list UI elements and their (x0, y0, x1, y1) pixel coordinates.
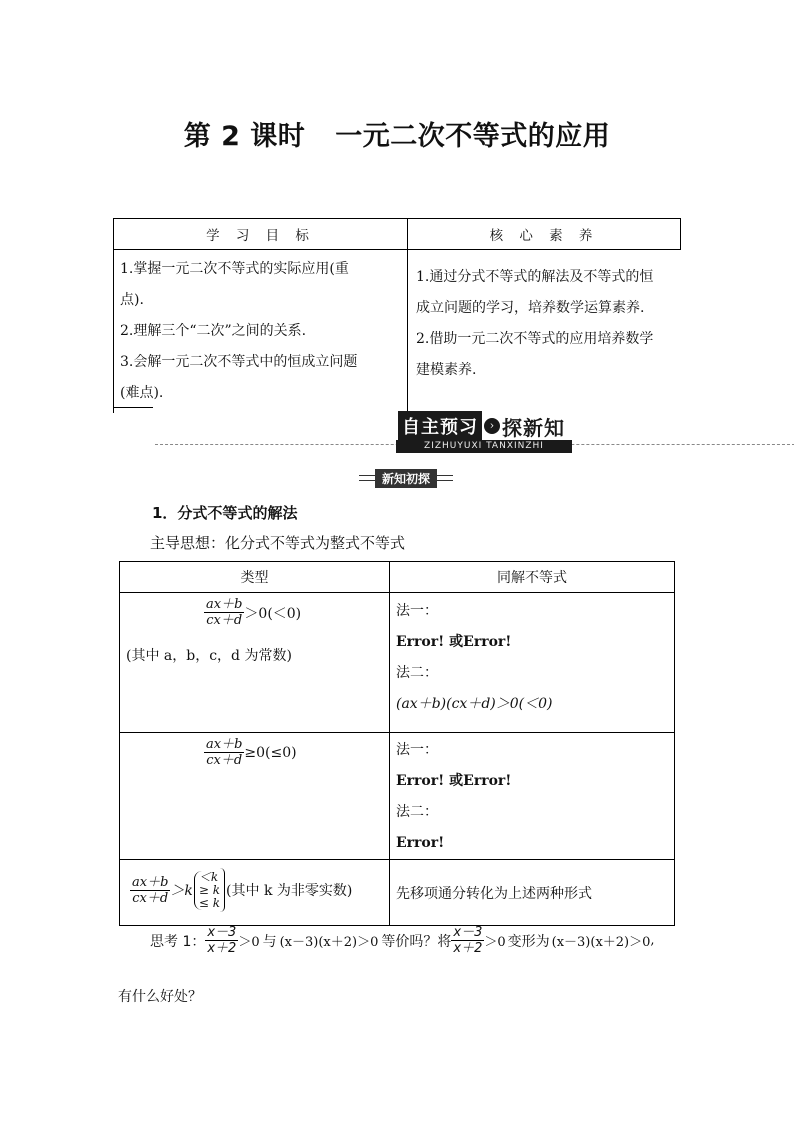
fraction-denominator: x＋2 (453, 941, 483, 956)
row3-type (120, 860, 390, 926)
title-topic: 一元二次不等式的应用 (335, 121, 611, 152)
table-bottom-stub (113, 407, 153, 408)
goal-line: (难点). (120, 385, 164, 401)
think-label: 思考 1： (150, 933, 206, 950)
row2-solution (390, 733, 675, 860)
row1-formula (204, 597, 301, 628)
fraction-denominator: cx＋d (132, 890, 169, 906)
row3-text: 先移项通分转化为上述两种形式 (396, 885, 592, 902)
goal-line: 1.掌握一元二次不等式的实际应用(重 (120, 261, 349, 277)
literacy-line: 成立问题的学习，培养数学运算素养. (416, 300, 645, 316)
connector-text: 变形为 (507, 933, 550, 950)
new-knowledge-tag (359, 469, 453, 487)
row3-note: (其中 k 为非零实数) (226, 883, 353, 899)
row3-formula (130, 868, 352, 912)
fraction (451, 925, 484, 956)
method-result: Error! 或Error! (396, 634, 512, 650)
fraction-numerator: x－3 (207, 925, 237, 940)
row3-relation: ＞k (170, 883, 193, 899)
fraction (204, 737, 244, 768)
goal-line: 3.会解一元二次不等式中的恒成立问题 (120, 354, 358, 370)
row3-solution (390, 860, 675, 926)
row2-type (120, 733, 390, 860)
method-label: 法二： (396, 804, 438, 820)
method-result: (ax＋b)(cx＋d)＞0(＜0) (396, 696, 553, 712)
page-title (0, 114, 794, 153)
method-label: 法一： (396, 603, 438, 619)
row1-relation: ＞0(＜0) (244, 605, 302, 622)
fraction-numerator: ax＋b (206, 597, 243, 612)
literacy-line: 1.通过分式不等式的解法及不等式的恒 (416, 269, 654, 285)
row2-relation: ≥0(≤0) (244, 744, 297, 761)
title-lesson: 第 2 课时 (183, 121, 306, 152)
case-line: ≥ k (198, 882, 221, 897)
fraction-numerator: x－3 (453, 925, 483, 940)
think-question (150, 925, 655, 956)
tag-label: 新知初探 (375, 469, 437, 488)
literacy-line: 2.借助一元二次不等式的应用培养数学 (416, 331, 654, 347)
row2-formula (204, 737, 297, 768)
banner-main-text: 自主预习 (398, 411, 482, 441)
think-question-tail: 有什么好处？ (118, 989, 202, 1005)
row3-cases (194, 871, 220, 910)
relation: ＞0 (238, 935, 260, 950)
row1-solution (390, 593, 675, 733)
header-type: 类型 (120, 562, 390, 593)
fraction-numerator: ax＋b (206, 737, 243, 752)
connector-text: 与 (262, 933, 277, 950)
header-equivalent: 同解不等式 (390, 562, 675, 593)
fraction-inequality-table (119, 561, 675, 926)
section-banner (392, 412, 571, 440)
goal-line: 点). (120, 292, 144, 308)
tag-right-bar (437, 475, 453, 481)
objectives-table (113, 218, 681, 413)
method-result: Error! 或Error! (396, 773, 512, 789)
objectives-literacy-cell (408, 250, 681, 414)
banner-highlight-text: 探新知 (502, 415, 565, 440)
goal-line: 2.理解三个“二次”之间的关系. (120, 323, 307, 339)
fraction-denominator: cx＋d (206, 613, 243, 628)
relation: ＞0 (484, 935, 506, 950)
method-label: 法二： (396, 665, 438, 681)
section-heading (152, 502, 297, 523)
fraction-denominator: cx＋d (206, 753, 243, 768)
fraction-denominator: x＋2 (207, 941, 237, 956)
case-line: ＜k (198, 869, 219, 884)
fraction (130, 875, 170, 906)
fraction-numerator: ax＋b (132, 874, 169, 890)
method-result: Error! (396, 835, 445, 851)
row1-note: (其中 a，b，c，d 为常数) (126, 648, 292, 664)
comma: , (650, 933, 655, 948)
fraction (204, 597, 244, 628)
objectives-header-literacy: 核 心 素 养 (408, 219, 681, 250)
right-paren (220, 868, 225, 912)
banner-pinyin: ZIZHUYUXI TANXINZHI (396, 440, 572, 453)
product-expression: (x－3)(x＋2)＞0 (279, 935, 379, 950)
literacy-line: 建模素养. (416, 362, 477, 378)
case-line: ≤ k (198, 895, 221, 910)
method-label: 法一： (396, 742, 438, 758)
section-heading-text: 1．分式不等式的解法 (152, 504, 298, 522)
arrow-right-icon: › (484, 418, 500, 434)
row1-type (120, 593, 390, 733)
objectives-goals-cell (114, 250, 408, 414)
connector-text: 等价吗？将 (381, 933, 452, 950)
main-idea-text: 主导思想：化分式不等式为整式不等式 (150, 534, 406, 552)
objectives-header-goals: 学 习 目 标 (114, 219, 408, 250)
fraction (205, 925, 238, 956)
product-expression: (x－3)(x＋2)＞0 (551, 935, 651, 950)
tag-left-bar (359, 475, 375, 481)
